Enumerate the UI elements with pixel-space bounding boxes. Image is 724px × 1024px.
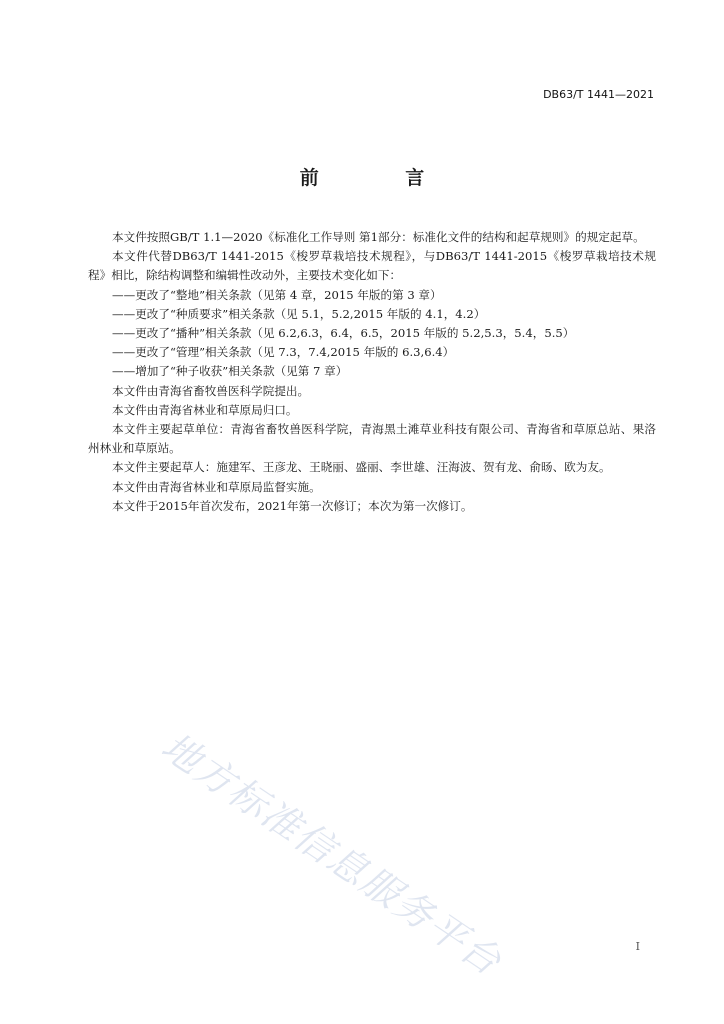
change-item: ——更改了“整地”相关条款（见第 4 章，2015 年版的第 3 章） <box>112 287 442 302</box>
paragraph-supervisor: 本文件由青海省林业和草原局监督实施。 <box>112 479 321 494</box>
paragraph-history: 本文件于2015年首次发布，2021年第一次修订；本次为第一次修订。 <box>112 498 473 513</box>
change-item: ——增加了“种子收获”相关条款（见第 7 章） <box>112 364 348 379</box>
paragraph-proposer: 本文件由青海省畜牧兽医科学院提出。 <box>112 383 310 398</box>
change-item: ——更改了“播种”相关条款（见 6.2,6.3，6.4，6.5，2015 年版的 5.2,5.3，5.4，5.5） <box>112 326 575 341</box>
paragraph-drafting-units: 本文件主要起草单位：青海省畜牧兽医科学院，青海黑土滩草业科技有限公司、青海省和草原总站、果洛州林业和草原站。 <box>88 422 656 456</box>
paragraph-replacement: 本文件代替DB63/T 1441-2015《梭罗草栽培技术规程》，与DB63/T 1441-2015《梭罗草栽培技术规程》相比，除结构调整和编辑性改动外，主要技术变化如下： <box>88 249 656 283</box>
paragraph-administrator: 本文件由青海省林业和草原局归口。 <box>112 402 298 417</box>
document-code: DB63/T 1441—2021 <box>543 88 654 101</box>
paragraph-drafting-rules: 本文件按照GB/T 1.1—2020《标准化工作导则 第1部分：标准化文件的结构和起草规则》的规定起草。 <box>112 230 645 244</box>
paragraph-drafters: 本文件主要起草人：施建军、王彦龙、王晓丽、盛丽、李世雄、汪海波、贺有龙、俞旸、欧为友。 <box>112 460 611 475</box>
change-item: ——更改了“种质要求”相关条款（见 5.1，5.2,2015 年版的 4.1，4.2） <box>112 306 486 321</box>
foreword-body <box>88 228 656 516</box>
page-title: 前 言 <box>299 167 465 189</box>
page-number: I <box>635 940 640 953</box>
watermark: 地方标准信息服务平台 <box>153 724 510 985</box>
change-item: ——更改了“管理”相关条款（见 7.3，7.4,2015 年版的 6.3,6.4） <box>112 345 455 360</box>
